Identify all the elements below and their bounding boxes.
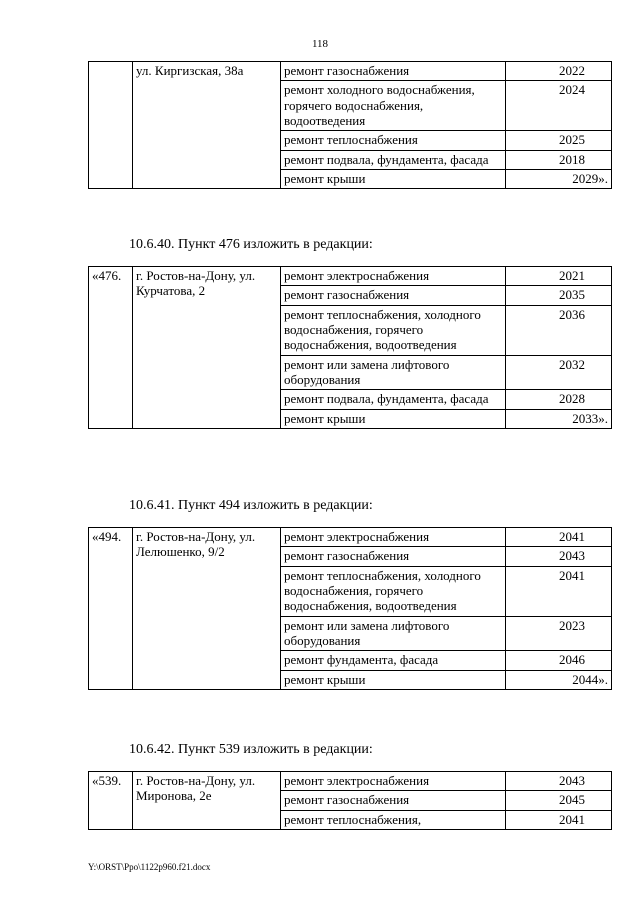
year-cell: 2035 bbox=[506, 286, 612, 305]
repair-table-476 bbox=[88, 266, 612, 429]
year-cell: 2032 bbox=[506, 355, 612, 390]
year-cell: 2046 bbox=[506, 651, 612, 670]
year-cell: 2041 bbox=[506, 528, 612, 547]
table-row bbox=[89, 62, 612, 81]
item-address: г. Ростов-на-Дону, ул. Лелюшенко, 9/2 bbox=[133, 528, 281, 690]
work-cell: ремонт электроснабжения bbox=[281, 772, 506, 791]
work-cell: ремонт или замена лифтового оборудования bbox=[281, 616, 506, 651]
year-cell: 2018 bbox=[506, 150, 612, 169]
item-address: г. Ростов-на-Дону, ул. Миронова, 2е bbox=[133, 772, 281, 830]
year-cell: 2041 bbox=[506, 810, 612, 829]
work-cell: ремонт холодного водоснабжения, горячего водоснабжения, водоотведения bbox=[281, 81, 506, 131]
year-cell: 2022 bbox=[506, 62, 612, 81]
year-cell: 2028 bbox=[506, 390, 612, 409]
work-cell: ремонт теплоснабжения bbox=[281, 131, 506, 150]
work-cell: ремонт электроснабжения bbox=[281, 267, 506, 286]
year-cell: 2033». bbox=[506, 409, 612, 428]
repair-table-539 bbox=[88, 771, 612, 830]
year-cell: 2041 bbox=[506, 566, 612, 616]
year-cell: 2043 bbox=[506, 547, 612, 566]
table-row bbox=[89, 772, 612, 791]
year-cell: 2024 bbox=[506, 81, 612, 131]
year-cell: 2036 bbox=[506, 305, 612, 355]
item-number: «476. bbox=[89, 267, 133, 429]
paragraph-heading: 10.6.41. Пункт 494 изложить в редакции: bbox=[129, 498, 373, 513]
work-cell: ремонт теплоснабжения, bbox=[281, 810, 506, 829]
item-address: г. Ростов-на-Дону, ул. Курчатова, 2 bbox=[133, 267, 281, 429]
work-cell: ремонт газоснабжения bbox=[281, 791, 506, 810]
year-cell: 2044». bbox=[506, 670, 612, 689]
year-cell: 2043 bbox=[506, 772, 612, 791]
work-cell: ремонт подвала, фундамента, фасада bbox=[281, 150, 506, 169]
year-cell: 2045 bbox=[506, 791, 612, 810]
year-cell: 2025 bbox=[506, 131, 612, 150]
repair-table-continued bbox=[88, 61, 612, 189]
item-number bbox=[89, 62, 133, 189]
year-cell: 2029». bbox=[506, 169, 612, 188]
item-address: ул. Киргизская, 38а bbox=[133, 62, 281, 189]
work-cell: ремонт газоснабжения bbox=[281, 286, 506, 305]
work-cell: ремонт крыши bbox=[281, 169, 506, 188]
page-number: 118 bbox=[311, 38, 329, 50]
repair-table-494 bbox=[88, 527, 612, 690]
item-number: «539. bbox=[89, 772, 133, 830]
work-cell: ремонт фундамента, фасада bbox=[281, 651, 506, 670]
year-cell: 2023 bbox=[506, 616, 612, 651]
paragraph-heading: 10.6.42. Пункт 539 изложить в редакции: bbox=[129, 742, 373, 757]
table-row bbox=[89, 267, 612, 286]
work-cell: ремонт электроснабжения bbox=[281, 528, 506, 547]
work-cell: ремонт теплоснабжения, холодного водоснабжения, горячего водоснабжения, водоотведения bbox=[281, 566, 506, 616]
work-cell: ремонт газоснабжения bbox=[281, 62, 506, 81]
year-cell: 2021 bbox=[506, 267, 612, 286]
table-row bbox=[89, 528, 612, 547]
work-cell: ремонт крыши bbox=[281, 409, 506, 428]
work-cell: ремонт газоснабжения bbox=[281, 547, 506, 566]
paragraph-heading: 10.6.40. Пункт 476 изложить в редакции: bbox=[129, 237, 373, 252]
work-cell: ремонт крыши bbox=[281, 670, 506, 689]
item-number: «494. bbox=[89, 528, 133, 690]
work-cell: ремонт подвала, фундамента, фасада bbox=[281, 390, 506, 409]
work-cell: ремонт или замена лифтового оборудования bbox=[281, 355, 506, 390]
work-cell: ремонт теплоснабжения, холодного водоснабжения, горячего водоснабжения, водоотведения bbox=[281, 305, 506, 355]
file-path-footer: Y:\ORST\Ppo\1122p960.f21.docx bbox=[88, 862, 211, 872]
